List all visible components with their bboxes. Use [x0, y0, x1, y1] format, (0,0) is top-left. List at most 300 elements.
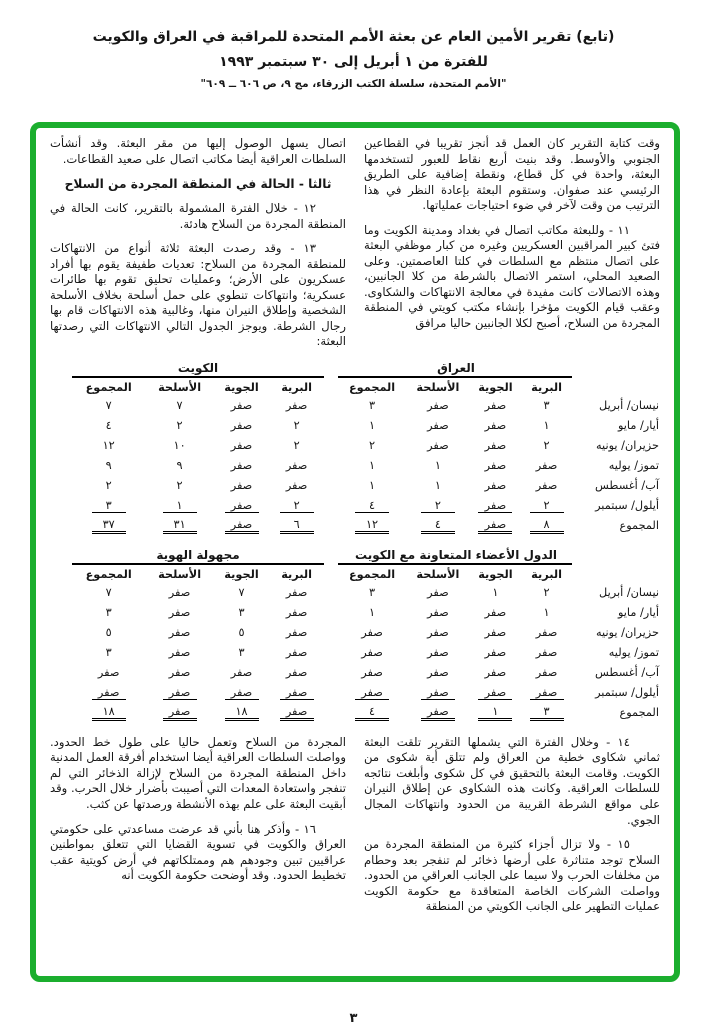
column-header: المجموع [338, 377, 406, 396]
cell-value: صفر [92, 686, 126, 700]
report-period: للفترة من ١ أبريل إلى ٣٠ سبتمبر ١٩٩٣ [219, 53, 488, 70]
cell-value: صفر [478, 499, 512, 513]
cell-value: ٩ [105, 459, 112, 473]
cell-value: صفر [535, 626, 558, 640]
table-cell [214, 603, 269, 623]
tables-row-1 [50, 361, 660, 536]
table-cell [72, 496, 145, 516]
table-cell [145, 683, 213, 703]
table-cell [145, 663, 213, 683]
cell-value: صفر [168, 666, 191, 680]
violations-table-unknown [72, 563, 324, 723]
kuwait-table-block [72, 361, 324, 536]
table-cell [470, 456, 521, 476]
cell-value: صفر [530, 686, 564, 700]
table-row [338, 436, 660, 456]
table-cell [406, 663, 470, 683]
table-cell [470, 396, 521, 416]
cell-value: صفر [230, 399, 253, 413]
table-cell [406, 396, 470, 416]
table-row [338, 663, 660, 683]
table-cell [406, 516, 470, 536]
total-value: صفر [421, 705, 455, 721]
cell-value: صفر [168, 626, 191, 640]
total-value: ٣١ [163, 518, 197, 534]
cell-value: ١ [434, 479, 441, 493]
table-cell [72, 643, 145, 663]
cell-value: ٢ [543, 586, 550, 600]
cell-value: ٣ [105, 646, 112, 660]
total-value: ٨ [530, 518, 564, 534]
table-cell [72, 436, 145, 456]
table-cell [406, 603, 470, 623]
page-number: ٣ [349, 1011, 358, 1026]
total-row-label: المجموع [619, 519, 659, 533]
column-header: الجوية [470, 377, 521, 396]
paragraph-12: ١٢ - خلال الفترة المشمولة بالتقرير، كانت الحالة في المنطقة المجردة من السلاح هادئة. [50, 201, 346, 231]
table-cell [521, 436, 572, 456]
table-cell [521, 456, 572, 476]
cell-value: صفر [168, 646, 191, 660]
cell-value: صفر [285, 646, 308, 660]
table-cell [338, 436, 406, 456]
table-row [72, 456, 324, 476]
cell-value: صفر [484, 479, 507, 493]
column-header: الجوية [470, 564, 521, 583]
table-cell [145, 416, 213, 436]
cell-value: ١٠ [173, 439, 186, 453]
table-head-iraq [338, 377, 660, 396]
cell-value: ٢ [421, 499, 455, 513]
table-cell [145, 643, 213, 663]
month-label: آب/ أغسطس [595, 666, 659, 680]
table-header-row [72, 377, 324, 396]
table-cell [338, 416, 406, 436]
total-value: ٤ [421, 518, 455, 534]
table-cell [214, 683, 269, 703]
table-cell [72, 476, 145, 496]
bottom-text-section [50, 735, 660, 924]
column-header: الأسلحة [406, 377, 470, 396]
member-states-table-block [338, 548, 660, 723]
cell-value: صفر [427, 646, 449, 660]
table-header-row [338, 377, 660, 396]
table-cell [214, 623, 269, 643]
cell-value: صفر [361, 626, 383, 640]
violations-table-iraq [338, 376, 660, 536]
table-cell [145, 603, 213, 623]
total-value: صفر [225, 518, 259, 534]
table-total-row [338, 516, 660, 536]
paragraph-15: ١٥ - ولا تزال أجزاء كثيرة من المنطقة المجردة من السلاح توجد متناثرة على أرضها ذخائر لم تنفجر بعد وحطام من مخلفات الحرب ولا سيما على الجانب العراقي من الحدود. وواصلت الشركات الخاصة المتعاقدة مع حكومة الكويت عمليات التطهير على الجانب الكويتي من المنطقة [364, 837, 660, 914]
table-cell [521, 396, 572, 416]
cell-value: ٢ [530, 499, 564, 513]
column-header: المجموع [72, 564, 145, 583]
violations-table-member_states [338, 563, 660, 723]
month-column-header [572, 564, 660, 583]
content-border-box [30, 122, 680, 982]
cell-value: صفر [484, 666, 507, 680]
table-cell [406, 623, 470, 643]
table-row [72, 663, 324, 683]
table-cell [338, 496, 406, 516]
table-row [72, 583, 324, 603]
table-row [338, 416, 660, 436]
cell-value: ٢ [176, 479, 183, 493]
table-cell [145, 396, 213, 416]
cell-value: صفر [427, 626, 449, 640]
table-cell [269, 623, 324, 643]
table-row [72, 683, 324, 703]
column-header: المجموع [338, 564, 406, 583]
cell-value: صفر [484, 626, 507, 640]
table-row [72, 416, 324, 436]
total-value: صفر [280, 705, 314, 721]
table-cell [406, 643, 470, 663]
month-label: حزيران/ يونيه [595, 626, 659, 640]
table-cell [72, 703, 145, 723]
table-head-kuwait [72, 377, 324, 396]
cell-value: ٧ [105, 399, 112, 413]
total-row-label: المجموع [619, 706, 659, 720]
cell-value: صفر [478, 686, 512, 700]
table-row [338, 583, 660, 603]
table-head-unknown [72, 564, 324, 583]
column-header: الجوية [214, 377, 269, 396]
table-cell [145, 703, 213, 723]
table-title-member_states: الدول الأعضاء المتعاونة مع الكويت [355, 547, 557, 562]
cell-value: ٥ [238, 626, 245, 640]
table-cell [269, 416, 324, 436]
column-header: البرية [269, 377, 324, 396]
month-label: أيلول/ سبتمبر [595, 686, 659, 700]
cell-value: صفر [225, 499, 259, 513]
cell-value: صفر [484, 419, 507, 433]
cell-value: ١ [434, 459, 441, 473]
table-body-iraq [338, 396, 660, 536]
cell-value: ٧ [176, 399, 183, 413]
paragraph-11: ١١ - وللبعثة مكاتب اتصال في بغداد ومدينة الكويت وما فتئ كبير المراقبين العسكريين وغيره من كبار موظفي البعثة على اتصال منتظم مع السلطات في كلتا العاصمتين. وعلى الصعيد المحلي، استمر الاتصال بالشرطة من كلا الجانبين، وهذه الاتصالات كانت مفيدة في معالجة الانتهاكات والشكاوى. وعقب قيام الكويت مؤخرا بإنشاء مكتب كويتي في المنطقة المجردة من السلاح، أصبح لكلا الجانبين حاليا مرافق [364, 222, 660, 330]
table-cell [470, 663, 521, 683]
source-citation: "الأمم المتحدة، سلسلة الكتب الزرقاء، مج ٩، ص ٦٠٦ ــ ٦٠٩" [200, 77, 507, 90]
cell-value: صفر [535, 646, 558, 660]
tables-row-2 [50, 548, 660, 723]
cell-value: ١٢ [102, 439, 115, 453]
column-header: الأسلحة [145, 377, 213, 396]
month-label: أيار/ مايو [617, 606, 659, 620]
document-header [0, 0, 707, 90]
cell-value: ٣ [92, 499, 126, 513]
cell-value: ٥ [105, 626, 112, 640]
cell-value: صفر [484, 459, 507, 473]
table-cell [269, 683, 324, 703]
cell-value: صفر [285, 586, 308, 600]
table-cell [214, 476, 269, 496]
table-cell [521, 496, 572, 516]
month-label: أيلول/ سبتمبر [595, 499, 659, 513]
cell-value: صفر [97, 666, 120, 680]
table-body-unknown [72, 583, 324, 723]
table-cell [214, 436, 269, 456]
month-label: تموز/ يوليه [608, 646, 659, 660]
table-cell [470, 583, 521, 603]
table-row [338, 396, 660, 416]
table-cell [338, 703, 406, 723]
table-title-kuwait: الكويت [177, 360, 219, 375]
table-cell [72, 583, 145, 603]
cell-value: صفر [285, 479, 308, 493]
table-cell [470, 603, 521, 623]
table-row [338, 683, 660, 703]
paragraph-16: ١٦ - وأذكر هنا بأني قد عرضت مساعدتي على حكومتي العراق والكويت في تسوية القضايا التي تتعلق بمواطنين عراقيين تبين وجودهم هم وممتلكاتهم في أرض كويتية عقب تخطيط الحدود. وقد أوضحت حكومة الكويت أنه [50, 821, 346, 883]
cell-value: صفر [230, 419, 253, 433]
column-header: الأسلحة [145, 564, 213, 583]
table-cell [470, 436, 521, 456]
cell-value: صفر [285, 626, 308, 640]
table-total-row [72, 703, 324, 723]
table-cell [406, 583, 470, 603]
total-value: ١٨ [92, 705, 126, 721]
table-cell [214, 703, 269, 723]
table-cell [521, 416, 572, 436]
right-column-bottom [364, 735, 660, 924]
table-cell [145, 496, 213, 516]
cell-value: صفر [285, 399, 308, 413]
unknown-identity-table-block [72, 548, 324, 723]
cell-value: ٢ [176, 419, 183, 433]
cell-value: ١ [163, 499, 197, 513]
table-header-row [72, 564, 324, 583]
cell-value: ١ [369, 419, 376, 433]
cell-value: صفر [427, 586, 449, 600]
table-cell [338, 516, 406, 536]
table-cell [72, 516, 145, 536]
table-cell [269, 603, 324, 623]
cell-value: صفر [355, 686, 389, 700]
paragraph-continuation-right: وقت كتابة التقرير كان العمل قد أنجز تقريبا في القطاعين الجنوبي والأوسط. وقد بنيت أربع نقاط للعبور لتستخدمها البعثة، واحدة في كل قطاع، ونقطة إضافية على الطريق الرئيسي عند صفوان. وستقوم البعثة بإعادة النظر في هذا الترتيب من وقت لآخر في ضوء احتياجات عملياتها. [364, 136, 660, 213]
table-cell [214, 663, 269, 683]
section-heading-third: ثالثا - الحالة في المنطقة المجردة من السلاح [64, 177, 332, 192]
table-cell [521, 683, 572, 703]
table-cell [521, 703, 572, 723]
table-cell [521, 603, 572, 623]
cell-value: ٢ [105, 479, 112, 493]
cell-value: صفر [280, 686, 314, 700]
cell-value: صفر [285, 606, 308, 620]
cell-value: صفر [427, 666, 449, 680]
total-value: ٦ [280, 518, 314, 534]
month-label: نيسان/ أبريل [599, 586, 659, 600]
cell-value: صفر [535, 666, 558, 680]
table-cell [214, 496, 269, 516]
cell-value: صفر [168, 606, 191, 620]
paragraph-13: ١٣ - وقد رصدت البعثة ثلاثة أنواع من الانتهاكات للمنطقة المجردة من السلاح: تعديات طفيفة يقوم بها أفراد عسكريون على الأرض؛ وعمليات تحليق تقوم بها طائرات عسكرية؛ وانتهاكات تنطوي على حمل أسلحة بخلاف الأسلحة الشخصية وإطلاق النيران منها، وغالبية هذه الانتهاكات قام بها رجال الشرطة. ويوجز الجدول التالي الانتهاكات التي رصدتها البعثة: [50, 241, 346, 349]
cell-value: ٣ [369, 586, 376, 600]
right-column-top [364, 136, 660, 359]
cell-value: صفر [230, 439, 253, 453]
table-cell [470, 476, 521, 496]
cell-value: ٢ [280, 499, 314, 513]
cell-value: ١ [543, 606, 550, 620]
cell-value: ٣ [238, 646, 245, 660]
table-cell [470, 623, 521, 643]
cell-value: ٢ [293, 419, 300, 433]
month-label: تموز/ يوليه [608, 459, 659, 473]
paragraph-15-continuation: المجردة من السلاح وتعمل حاليا على طول خط الحدود. وواصلت السلطات العراقية أيضا استخدام أفرقة العمل المدنية داخل المنطقة المجردة من السلاح لإزالة الذخائر التي لم تنفجر واستعادة المعدات التي أصيبت بأضرار خلال الحرب. وقد أبقيت البعثة على علم بهذه الأنشطة ورصدتها عن كثب. [50, 734, 346, 811]
cell-value: ٣ [543, 399, 550, 413]
month-label: حزيران/ يونيه [595, 439, 659, 453]
table-cell [145, 583, 213, 603]
cell-value: صفر [535, 459, 558, 473]
month-label: أيار/ مايو [617, 419, 659, 433]
table-cell [521, 583, 572, 603]
table-cell [72, 456, 145, 476]
table-cell [214, 643, 269, 663]
table-cell [338, 583, 406, 603]
total-value: ١٢ [355, 518, 389, 534]
cell-value: ٤ [355, 499, 389, 513]
total-value: ٤ [355, 705, 389, 721]
table-cell [72, 623, 145, 643]
violations-tables-section [50, 361, 660, 723]
column-header: البرية [521, 377, 572, 396]
cell-value: ١ [543, 419, 550, 433]
column-header: البرية [269, 564, 324, 583]
month-label: آب/ أغسطس [595, 479, 659, 493]
cell-value: صفر [285, 666, 308, 680]
table-cell [269, 583, 324, 603]
table-row [338, 456, 660, 476]
table-cell [470, 643, 521, 663]
table-total-row [72, 516, 324, 536]
table-cell [338, 643, 406, 663]
cell-value: صفر [361, 666, 383, 680]
cell-value: ٣ [105, 606, 112, 620]
cell-value: ١ [369, 479, 376, 493]
cell-value: صفر [361, 646, 383, 660]
cell-value: صفر [421, 686, 455, 700]
table-cell [269, 516, 324, 536]
report-title: (تابع) تقرير الأمين العام عن بعثة الأمم المتحدة للمراقبة في العراق والكويت [92, 29, 615, 45]
table-cell [145, 456, 213, 476]
cell-value: صفر [168, 586, 191, 600]
table-cell [269, 396, 324, 416]
table-cell [72, 663, 145, 683]
table-cell [269, 663, 324, 683]
paragraph-14: ١٤ - وخلال الفترة التي يشملها التقرير تلقت البعثة ثماني شكاوى خطية من العراق ولم تتلق أية شكوى من الكويت. وقامت البعثة بالتحقيق في كل شكوى وأبلغت نتائجه للسلطات العراقية. وكانت هذه الشكاوى عن إطلاق النيران على مواقع الشرطة القريبة من الحدود وانتهاكات المجال الجوي. [364, 734, 660, 827]
column-header: البرية [521, 564, 572, 583]
column-header: الأسلحة [406, 564, 470, 583]
table-cell [145, 476, 213, 496]
table-cell [338, 476, 406, 496]
cell-value: ٣ [238, 606, 245, 620]
cell-value: ١ [369, 606, 376, 620]
cell-value: ١ [369, 459, 376, 473]
table-cell [406, 703, 470, 723]
table-cell [72, 416, 145, 436]
table-cell [338, 396, 406, 416]
cell-value: صفر [484, 399, 507, 413]
table-head-member_states [338, 564, 660, 583]
table-row [338, 623, 660, 643]
table-cell [406, 436, 470, 456]
table-cell [406, 496, 470, 516]
cell-value: ٧ [238, 586, 245, 600]
cell-value: ١ [492, 586, 499, 600]
table-row [72, 436, 324, 456]
column-header: الجوية [214, 564, 269, 583]
table-cell [269, 703, 324, 723]
table-cell [269, 496, 324, 516]
table-cell [406, 683, 470, 703]
cell-value: صفر [225, 686, 259, 700]
table-cell [214, 456, 269, 476]
table-cell [521, 623, 572, 643]
cell-value: صفر [535, 479, 558, 493]
month-label: نيسان/ أبريل [599, 399, 659, 413]
left-column-top [50, 136, 346, 359]
cell-value: ٢ [369, 439, 376, 453]
table-cell [214, 516, 269, 536]
table-body-member_states [338, 583, 660, 723]
table-cell [521, 516, 572, 536]
top-text-section [50, 136, 660, 359]
table-row [72, 476, 324, 496]
table-header-row [338, 564, 660, 583]
table-cell [145, 516, 213, 536]
cell-value: صفر [427, 399, 449, 413]
table-cell [470, 416, 521, 436]
table-cell [214, 583, 269, 603]
cell-value: ٣ [369, 399, 376, 413]
cell-value: صفر [230, 479, 253, 493]
table-cell [72, 396, 145, 416]
cell-value: ٤ [105, 419, 112, 433]
cell-value: صفر [285, 459, 308, 473]
table-cell [214, 396, 269, 416]
total-value: ١٨ [225, 705, 259, 721]
month-column-header [572, 377, 660, 396]
table-cell [521, 643, 572, 663]
left-column-bottom [50, 735, 346, 924]
cell-value: ٢ [293, 439, 300, 453]
violations-table-kuwait [72, 376, 324, 536]
cell-value: صفر [427, 439, 449, 453]
table-cell [521, 663, 572, 683]
cell-value: صفر [163, 686, 197, 700]
table-title-iraq: العراق [437, 360, 475, 375]
table-row [72, 396, 324, 416]
cell-value: صفر [484, 439, 507, 453]
table-cell [338, 663, 406, 683]
table-row [72, 623, 324, 643]
table-cell [521, 476, 572, 496]
table-cell [145, 623, 213, 643]
table-cell [269, 476, 324, 496]
table-cell [470, 516, 521, 536]
table-cell [338, 683, 406, 703]
total-value: صفر [163, 705, 197, 721]
total-value: ٣٧ [92, 518, 126, 534]
cell-value: ٧ [105, 586, 112, 600]
table-cell [214, 416, 269, 436]
cell-value: ٩ [176, 459, 183, 473]
table-cell [338, 603, 406, 623]
table-row [338, 496, 660, 516]
table-cell [72, 683, 145, 703]
table-cell [72, 603, 145, 623]
table-cell [406, 456, 470, 476]
